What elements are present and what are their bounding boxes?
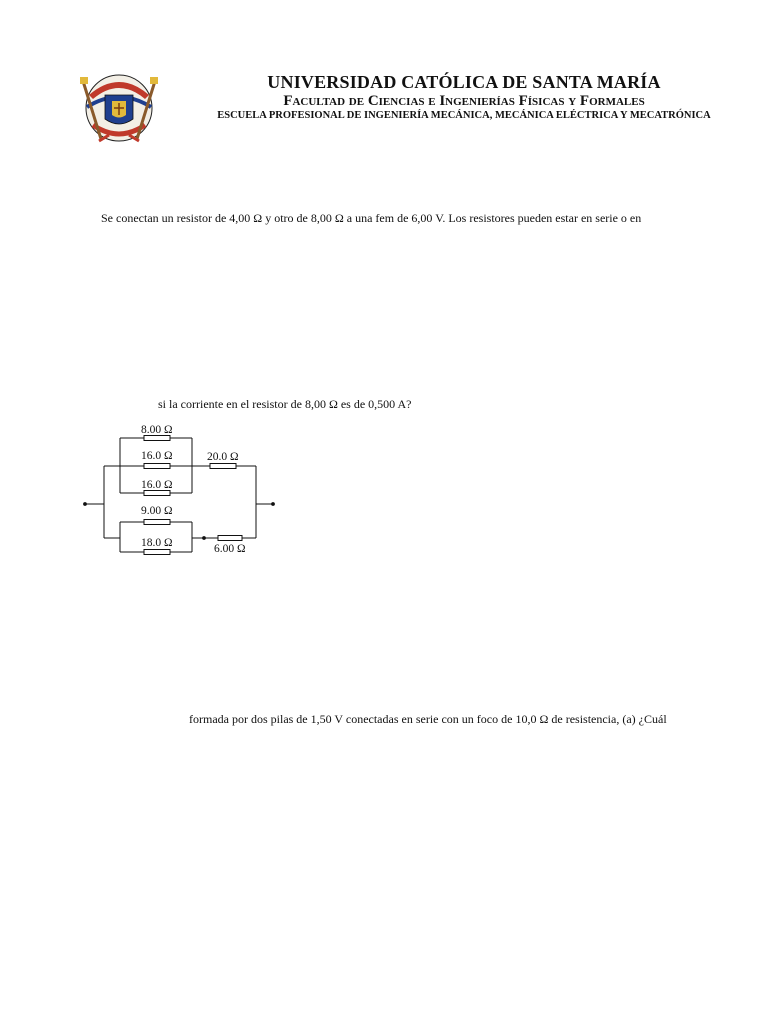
problem-1-text: Se conectan un resistor de 4,00 Ω y otro de 8,00 Ω a una fem de 6,00 V. Los resistores pueden estar en serie o en xyxy=(101,211,642,225)
resistor-9-ohm xyxy=(144,520,170,525)
label-9-ohm: 9.00 Ω xyxy=(141,505,173,517)
resistor-8-ohm xyxy=(144,436,170,441)
label-16-ohm-a: 16.0 Ω xyxy=(141,450,173,462)
faculty-name-text: Facultad de Ciencias e Ingenierías Físicas y Formales xyxy=(283,93,645,109)
faculty-name xyxy=(160,93,768,110)
resistor-circuit-diagram xyxy=(80,418,280,563)
resistor-16-ohm-b xyxy=(144,491,170,496)
label-6-ohm: 6.00 Ω xyxy=(214,543,246,555)
problem-3-text: formada por dos pilas de 1,50 V conectadas en serie con un foco de 10,0 Ω de resistencia, (a) ¿Cuál xyxy=(189,712,667,726)
label-16-ohm-b: 16.0 Ω xyxy=(141,479,173,491)
school-name: ESCUELA PROFESIONAL DE INGENIERÍA MECÁNICA, MECÁNICA ELÉCTRICA Y MECATRÓNICA xyxy=(217,110,711,121)
resistor-6-ohm xyxy=(218,536,242,541)
problem-2-text: si la corriente en el resistor de 8,00 Ω es de 0,500 A? xyxy=(158,397,412,411)
resistor-18-ohm xyxy=(144,550,170,555)
label-18-ohm: 18.0 Ω xyxy=(141,537,173,549)
university-name: UNIVERSIDAD CATÓLICA DE SANTA MARÍA xyxy=(267,72,661,92)
label-20-ohm: 20.0 Ω xyxy=(207,451,239,463)
resistor-20-ohm xyxy=(210,464,236,469)
university-crest-logo xyxy=(79,67,159,149)
label-8-ohm: 8.00 Ω xyxy=(141,424,173,436)
resistor-16-ohm-a xyxy=(144,464,170,469)
